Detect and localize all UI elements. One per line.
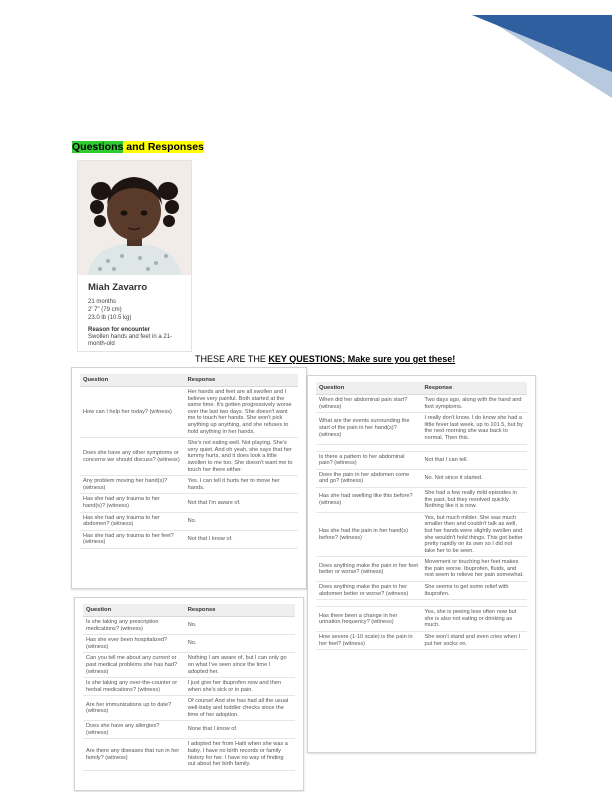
table-row [316,582,527,600]
key-note-bold: KEY QUESTIONS; Make sure you get these! [268,354,456,364]
response-header: Response [185,604,295,617]
response-cell: Yes, she is peeing less often now but she is also not eating or drinking as much. [422,607,528,632]
question-cell: Does she have any allergies? (witness) [83,721,185,739]
qa-panel-2 [74,597,304,791]
table-row [83,617,295,635]
question-cell: How severe (1-10 scale) is the pain in her feet? (witness) [316,632,422,650]
table-row [80,530,298,548]
response-cell: Nothing I am aware of, but I can only go on what I've seen since the time I adopted her. [185,653,295,678]
table-row [83,721,295,739]
question-cell [316,600,422,607]
response-cell: Of course! And she has had all the usual well-baby and toddler checks since the time of her adoption. [185,696,295,721]
reason-text: Swollen hands and feet in a 21-month-old [88,334,173,347]
table-row [316,469,527,487]
response-cell: No. [185,617,295,635]
table-row [80,387,298,438]
question-cell: Does anything make the pain in her abdomen better or worse? (witness) [316,582,422,600]
response-header: Response [185,374,298,387]
response-cell: None that I know of. [185,721,295,739]
reason-label: Reason for encounter [88,327,151,333]
heading-part1: Questions [72,141,124,153]
table-row [83,635,295,653]
response-cell: She's not eating well. Not playing. She's very quiet. And oh yeah, she says that her tummy hurts, and it does look a little swollen to me too. She doesn't want me to touch her there either. [185,438,298,476]
section-heading [72,141,204,153]
response-cell: She had a few really mild episodes in the past, but they resolved quickly. Nothing like it is now. [422,487,528,512]
table-row [80,512,298,530]
qa-table-2 [83,604,295,771]
question-cell: Has there been a change in her urination frequency? (witness) [316,607,422,632]
patient-name: Miah Zavarro [88,282,148,293]
qa-panel-3 [307,375,536,753]
patient-details [88,298,131,322]
table-row [316,557,527,582]
question-header: Question [83,604,185,617]
question-cell: Is she taking any prescription medications? (witness) [83,617,185,635]
response-cell: Not that I'm aware of. [185,494,298,512]
response-header: Response [422,382,528,395]
response-cell [422,600,528,607]
response-cell: She won't stand and even cries when I put her socks on. [422,632,528,650]
question-cell: Any problem moving her hand(s)? (witness) [80,476,185,494]
question-cell: When did her abdominal pain start? (witness) [316,395,422,413]
table-row [316,413,527,444]
response-cell: Not that I know of. [185,530,298,548]
table-row [80,494,298,512]
table-row [316,487,527,512]
patient-height: 2' 7" (79 cm) [88,307,122,313]
question-cell: Are her immunizations up to date? (witness) [83,696,185,721]
question-cell: Is she taking any over-the-counter or herbal medications? (witness) [83,678,185,696]
response-cell: Movement or touching her feet makes the pain worse. Ibuprofen, fluids, and rest seem to relieve her pain somewhat. [422,557,528,582]
table-row [316,395,527,413]
response-cell: Yes, but much milder. She was much smaller then and couldn't talk as well, but her hands were slightly swollen and she wouldn't hold things. This got better pretty rapidly on its own so I did not take her to be seen. [422,512,528,557]
patient-photo [78,161,191,275]
table-row [83,739,295,770]
patient-weight: 23.0 lb (10.5 kg) [88,315,132,321]
response-cell: I just give her ibuprofen now and then when she's sick or in pain. [185,678,295,696]
response-cell: Yes. I can tell it hurts her to move her hands. [185,476,298,494]
question-cell: Has she had any trauma to her hand(s)? (witness) [80,494,185,512]
corner-decoration [472,0,612,110]
question-cell: How can I help her today? (witness) [80,387,185,438]
table-row [316,600,527,607]
response-cell: She seems to get some relief with ibuprofen. [422,582,528,600]
question-cell [316,444,422,451]
qa-table-3 [316,382,527,650]
question-cell: Does anything make the pain in her feet better or worse? (witness) [316,557,422,582]
table-row [316,607,527,632]
question-header: Question [316,382,422,395]
table-row [316,632,527,650]
question-cell: What are the events surrounding the start of the pain in her hand(s)? (witness) [316,413,422,444]
question-header: Question [80,374,185,387]
table-row [316,444,527,451]
response-cell: No. [185,512,298,530]
question-cell: Does the pain in her abdomen come and go? (witness) [316,469,422,487]
table-row [80,438,298,476]
table-row [83,696,295,721]
key-note-prefix: THESE ARE THE [195,354,269,364]
response-cell: Two days ago, along with the hand and foot symptoms. [422,395,528,413]
response-cell: Her hands and feet are all swollen and I believe very painful. Both started at the same time. It's gotten progressively worse over the last two days. She doesn't want me to touch her hands. She won't pick anything up anything, and she refuses to hold anything in her hands. [185,387,298,438]
qa-table-1 [80,374,298,549]
question-cell: Has she had swelling like this before? (witness) [316,487,422,512]
qa-panel-1 [71,367,307,589]
response-cell: I really don't know. I do know she had a little fever last week, up to 101.5, but by the next morning she was back to normal. Then this. [422,413,528,444]
child-portrait-image [78,161,191,275]
response-cell: No. [185,635,295,653]
question-cell: Has she had the pain in her hand(s) before? (witness) [316,512,422,557]
table-row [83,678,295,696]
patient-age: 21 months [88,299,117,305]
patient-card [77,160,192,352]
question-cell: Is there a pattern to her abdominal pain? (witness) [316,451,422,469]
table-row [316,451,527,469]
response-cell: Not that I can tell. [422,451,528,469]
response-cell: I adopted her from Haiti when she was a baby. I have no birth records or family history for her. I have no way of finding out about her birth family. [185,739,295,770]
table-row [83,653,295,678]
question-cell: Has she ever been hospitalized? (witness) [83,635,185,653]
response-cell: No. Not since it started. [422,469,528,487]
response-cell [422,444,528,451]
question-cell: Can you tell me about any current or past medical problems she has had? (witness) [83,653,185,678]
question-cell: Are there any diseases that run in her family? (witness) [83,739,185,770]
heading-part2: and Responses [123,141,204,153]
key-questions-note [195,354,455,364]
question-cell: Has she had any trauma to her feet? (witness) [80,530,185,548]
question-cell: Has she had any trauma to her abdomen? (witness) [80,512,185,530]
table-row [316,512,527,557]
table-row [80,476,298,494]
question-cell: Does she have any other symptoms or concerns we should discuss? (witness) [80,438,185,476]
